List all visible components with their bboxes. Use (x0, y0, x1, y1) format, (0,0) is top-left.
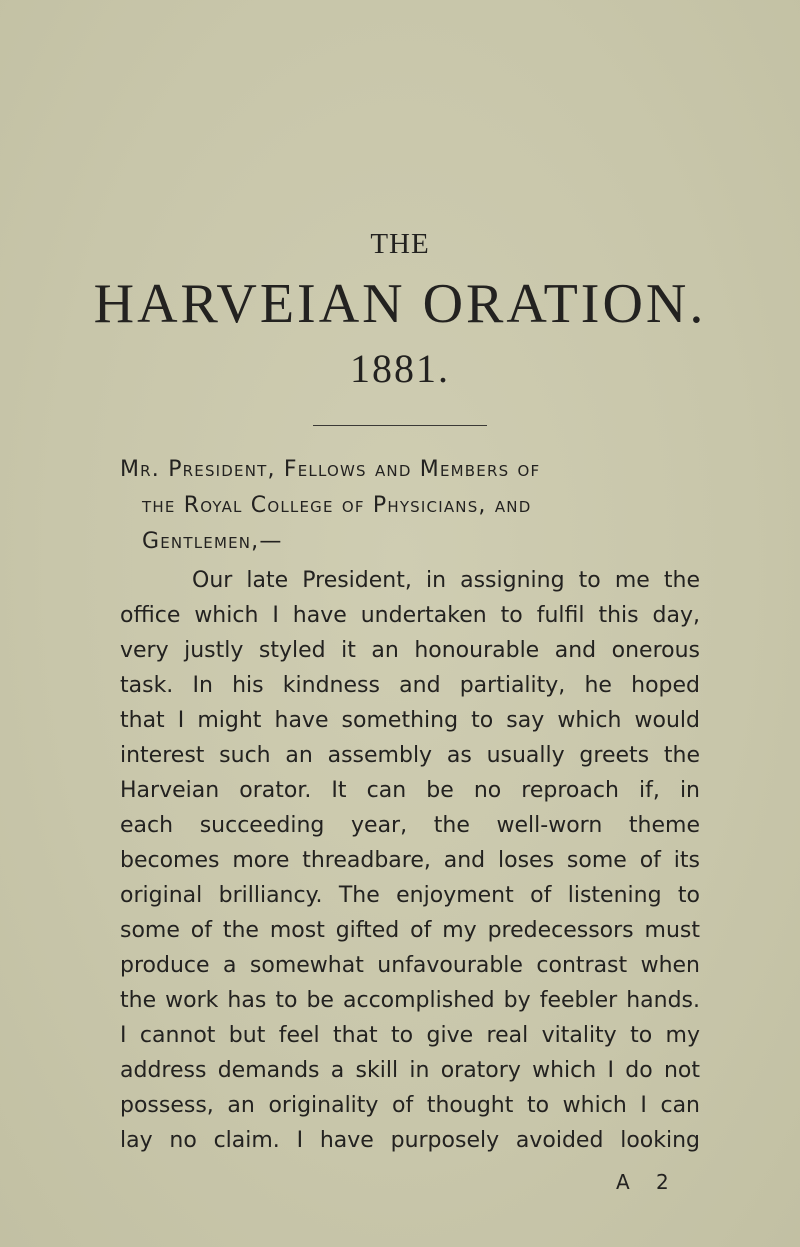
text-line: original brilliancy. The enjoyment of listening to (120, 883, 700, 908)
text-line: possess, an originality of thought to which I can (120, 1093, 700, 1118)
text-line: very justly styled it an honourable and onerous (120, 638, 700, 663)
salutation-line-3: Gentlemen,— (142, 529, 283, 554)
text-line: address demands a skill in oratory which I do not (120, 1058, 700, 1083)
text-line: Harveian orator. It can be no reproach if, in (120, 778, 700, 803)
text-line: each succeeding year, the well-worn theme (120, 813, 700, 838)
text-line: Our late President, in assigning to me the (192, 568, 700, 593)
salutation-line-2: the Royal College of Physicians, and (142, 493, 532, 518)
divider-rule (313, 425, 487, 426)
salutation (120, 452, 700, 560)
text-line: task. In his kindness and partiality, he hoped (120, 673, 700, 698)
body-paragraph (120, 563, 700, 1158)
text-line: becomes more threadbare, and loses some of its (120, 848, 700, 873)
heading-year: 1881. (350, 346, 450, 391)
text-line: interest such an assembly as usually greets the (120, 743, 700, 768)
text-line: office which I have undertaken to fulfil this day, (120, 603, 700, 628)
text-line: produce a somewhat unfavourable contrast when (120, 953, 700, 978)
text-line: the work has to be accomplished by feebler hands. (120, 988, 700, 1013)
page-title: HARVEIAN ORATION. (93, 273, 707, 335)
heading-the: THE (370, 228, 430, 260)
text-line: that I might have something to say which would (120, 708, 700, 733)
signature-mark: A 2 (616, 1170, 679, 1194)
text-line: lay no claim. I have purposely avoided looking (120, 1128, 700, 1153)
text-line: some of the most gifted of my predecessors must (120, 918, 700, 943)
text-line: I cannot but feel that to give real vitality to my (120, 1023, 700, 1048)
salutation-line-1: Mr. President, Fellows and Members of (120, 457, 541, 482)
